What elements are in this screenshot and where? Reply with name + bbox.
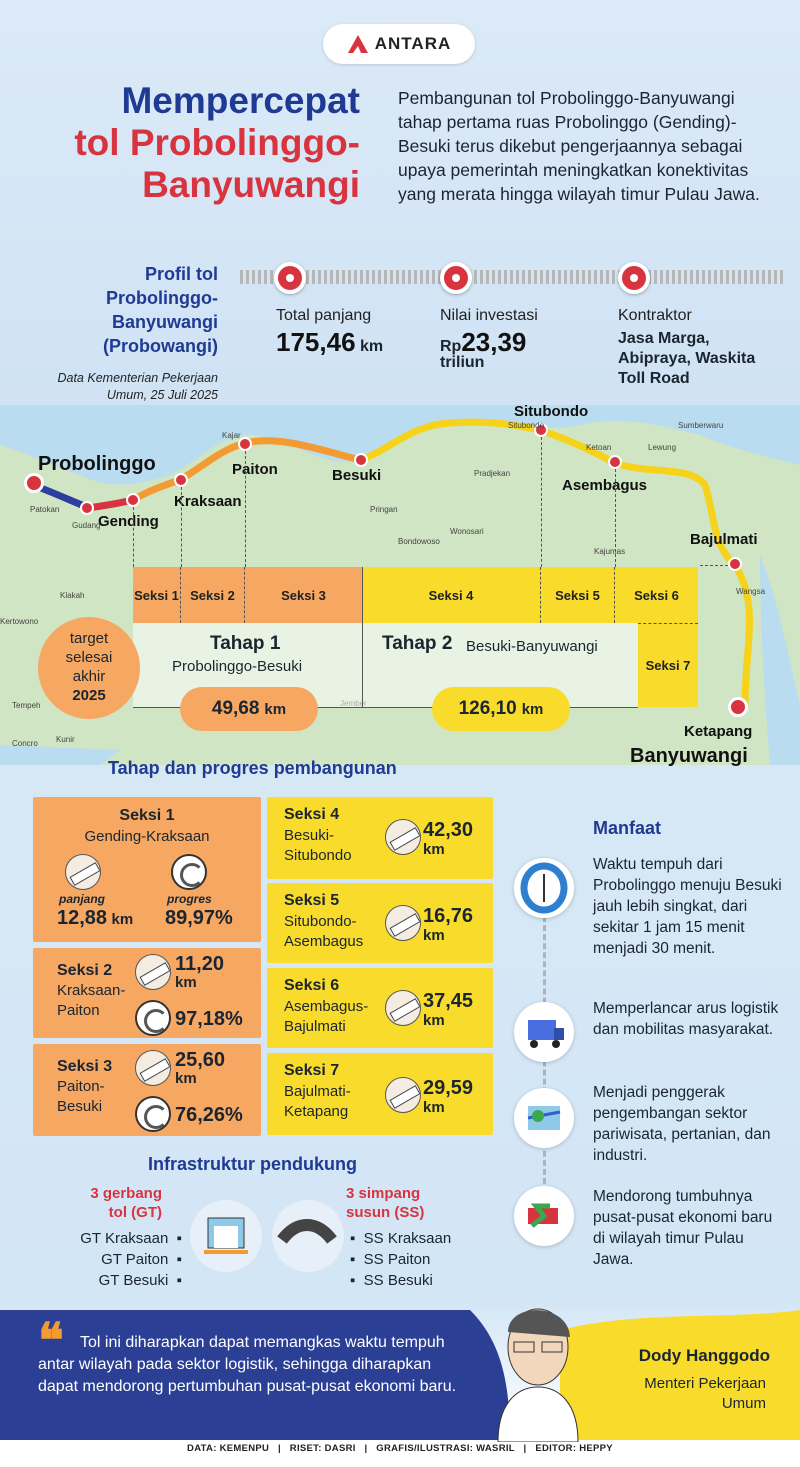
ss-item: SS Besuki xyxy=(363,1272,433,1289)
antara-logo xyxy=(323,24,475,64)
place-label: Gudang xyxy=(72,521,101,530)
ruler-icon xyxy=(385,819,421,855)
place-label: Ketoan xyxy=(586,443,612,452)
stat-pin-icon xyxy=(618,262,650,294)
place-label: Kajar xyxy=(222,431,241,440)
seksi-progress: 89,97% xyxy=(165,907,233,929)
stat-label: Total panjang xyxy=(276,307,372,324)
place-label: Sumberwaru xyxy=(678,421,724,430)
gt-list: GT Kraksaan ▪ GT Paiton ▪ GT Besuki ▪ xyxy=(80,1230,182,1289)
town-paiton: Paiton xyxy=(232,461,278,478)
map-seksi-4: Seksi 4 xyxy=(362,567,541,623)
tahap1-unit: km xyxy=(264,700,287,718)
tahap2-title: Tahap 2 xyxy=(382,633,453,654)
seksi-name: Seksi 5 xyxy=(284,892,340,909)
manfaat-item-4: Mendorong tumbuhnya pusat-pusat ekonomi baru di wilayah timur Pulau Jawa. xyxy=(593,1188,773,1268)
place-label: Pradjekan xyxy=(474,469,511,478)
town-bajulmati: Bajulmati xyxy=(690,531,758,548)
tahap2-length: 126,10 xyxy=(458,698,517,719)
seksi-desc: Situbondo- xyxy=(284,913,357,930)
stat-kontraktor xyxy=(618,307,778,389)
town-probolinggo: Probolinggo xyxy=(38,453,156,475)
card-seksi-7 xyxy=(267,1053,493,1135)
leader-line xyxy=(245,451,246,567)
seksi-desc: Bajulmati- xyxy=(284,1083,351,1100)
seksi-desc: Asembagus- xyxy=(284,998,369,1015)
growth-icon xyxy=(514,1186,574,1246)
seksi-unit: km xyxy=(423,1099,445,1116)
route-map xyxy=(0,405,800,765)
seksi-desc: Asembagus xyxy=(284,933,364,950)
progress-heading: Tahap dan progres pembangunan xyxy=(108,758,397,778)
kraksaan-pin-icon xyxy=(126,493,140,507)
seksi-unit: km xyxy=(111,911,134,928)
place-label: Klakah xyxy=(60,591,85,600)
seksi-desc: Bajulmati xyxy=(284,1018,346,1035)
place-label: Wangsa xyxy=(736,587,766,596)
stat-label: Kontraktor xyxy=(618,307,692,324)
stat-value: 23,39 xyxy=(461,327,527,357)
place-label: Kertowono xyxy=(0,617,39,626)
progres-label: progres xyxy=(167,892,212,906)
gauge-icon xyxy=(135,1000,171,1036)
stat-nilai-investasi xyxy=(440,307,538,372)
stats-rail xyxy=(240,270,785,284)
gt-item: GT Kraksaan xyxy=(80,1230,169,1247)
place-label: Situbondo xyxy=(508,421,545,430)
seksi-length: 29,59 xyxy=(423,1077,474,1099)
ss-title-line: 3 simpang xyxy=(346,1185,421,1202)
seksi-length: 11,20 xyxy=(175,953,224,975)
seksi-length: 42,30 xyxy=(423,819,474,841)
toll-gate-icon xyxy=(190,1200,262,1272)
seksi-length: 12,88 xyxy=(57,907,108,929)
tahap1-length: 49,68 xyxy=(211,698,260,719)
tahap2-unit: km xyxy=(521,700,544,718)
town-gending: Gending xyxy=(98,513,159,530)
leader-line xyxy=(700,565,728,566)
map-seksi-2: Seksi 2 xyxy=(181,567,245,623)
leader-line xyxy=(133,507,134,567)
place-label: Kunir xyxy=(56,735,75,744)
seksi-name: Seksi 3 xyxy=(57,1058,113,1075)
gt-item: GT Besuki xyxy=(98,1272,169,1289)
gt-title-line: tol (GT) xyxy=(108,1204,162,1221)
card-seksi-3 xyxy=(33,1044,261,1136)
quote-name: Dody Hanggodo xyxy=(638,1346,770,1365)
tahap2-route: Besuki-Banyuwangi xyxy=(466,638,598,655)
target-badge xyxy=(38,617,140,719)
town-situbondo: Situbondo xyxy=(514,403,589,420)
seksi-name: Seksi 2 xyxy=(57,962,113,979)
quote-text: Tol ini diharapkan dapat memangkas waktu tempuh antar wilayah pada sektor logistik, sehingga diharapkan dapat mendorong pertumbuhan pusat-pusat ekonomi baru. xyxy=(38,1334,457,1395)
page-title xyxy=(30,80,360,206)
seksi-length: 37,45 xyxy=(423,990,474,1012)
stat-pin-icon xyxy=(274,262,306,294)
logo-text: ANTARA xyxy=(374,34,452,53)
place-label: Kajumas xyxy=(594,547,626,556)
map-seksi-1: Seksi 1 xyxy=(133,567,181,623)
stat-pin-icon xyxy=(440,262,472,294)
seksi-desc: Besuki- xyxy=(284,827,335,844)
town-ketapang: Ketapang xyxy=(684,723,753,740)
profil-source: Data Kementerian Pekerjaan Umum, 25 Juli 2025 xyxy=(57,371,218,402)
gt-title xyxy=(40,1184,162,1222)
bajulmati-pin-icon xyxy=(728,557,742,571)
antara-logo-icon xyxy=(347,34,369,54)
manfaat-item-2: Memperlancar arus logistik dan mobilitas masyarakat. xyxy=(593,1000,779,1038)
ruler-icon xyxy=(135,1050,171,1086)
target-line: target xyxy=(69,630,109,647)
seksi-desc: Gending-Kraksaan xyxy=(84,828,210,845)
quote-role-line: Umum xyxy=(721,1395,766,1412)
ketapang-pin-icon xyxy=(728,697,748,717)
stat-label: Nilai investasi xyxy=(440,307,538,324)
gt-title-line: 3 gerbang xyxy=(90,1185,162,1202)
place-label: Tempeh xyxy=(12,701,41,710)
quote-role-line: Menteri Pekerjaan xyxy=(644,1375,766,1392)
stat-unit: triliun xyxy=(440,354,485,371)
stat-prefix: Rp xyxy=(440,338,462,355)
card-seksi-1 xyxy=(33,797,261,942)
card-seksi-4 xyxy=(267,797,493,879)
panjang-label: panjang xyxy=(59,892,106,906)
manfaat-heading: Manfaat xyxy=(593,818,662,838)
seksi-unit: km xyxy=(423,841,445,858)
tahap2-length-pill xyxy=(432,687,570,731)
card-seksi-5 xyxy=(267,883,493,963)
target-year: 2025 xyxy=(72,687,106,704)
seksi-unit: km xyxy=(423,927,445,944)
seksi-length: 16,76 xyxy=(423,905,474,927)
place-label: Concro xyxy=(12,739,38,748)
tahap-divider xyxy=(362,567,363,707)
probolinggo-pin-icon xyxy=(24,473,44,493)
seksi-unit: km xyxy=(423,1012,445,1029)
stat-unit: km xyxy=(359,338,384,355)
seksi-name: Seksi 7 xyxy=(284,1062,340,1079)
besuki-pin-icon xyxy=(354,453,368,467)
seksi-unit: km xyxy=(175,974,197,991)
map-seksi-7: Seksi 7 xyxy=(638,623,698,707)
quote-mark-icon: ❝ xyxy=(38,1315,64,1368)
quote-role xyxy=(600,1374,766,1414)
target-line: selesai xyxy=(65,649,113,666)
stat-value: Jasa Marga, Abipraya, Waskita Toll Road xyxy=(618,330,756,387)
gt-item: GT Paiton xyxy=(101,1251,169,1268)
tahap1-length-pill xyxy=(180,687,318,731)
gending-pin-icon xyxy=(80,501,94,515)
place-label: Lewung xyxy=(648,443,677,452)
seksi-unit: km xyxy=(175,1070,197,1087)
town-kraksaan: Kraksaan xyxy=(174,493,242,510)
ss-title xyxy=(346,1184,424,1222)
town-besuki: Besuki xyxy=(332,467,382,484)
place-label: Wonosari xyxy=(450,527,484,536)
leader-line xyxy=(181,487,182,567)
card-seksi-2 xyxy=(33,948,261,1038)
seksi-desc: Besuki xyxy=(57,1098,103,1115)
gauge-icon xyxy=(135,1096,171,1132)
map-location-icon xyxy=(514,1088,574,1148)
seksi-name: Seksi 1 xyxy=(119,807,175,824)
ruler-icon xyxy=(385,905,421,941)
gauge-icon xyxy=(171,854,207,890)
seksi-name: Seksi 6 xyxy=(284,977,340,994)
ruler-icon xyxy=(135,954,171,990)
quote-section xyxy=(0,1310,800,1440)
asembagus-pin-icon xyxy=(608,455,622,469)
place-label: Patokan xyxy=(30,505,60,514)
ss-title-line: susun (SS) xyxy=(346,1204,425,1221)
map-seksi-3: Seksi 3 xyxy=(245,567,362,623)
profil-title: Profil tol Probolinggo-Banyuwangi (Probowangi) xyxy=(103,264,218,356)
map-seksi-6: Seksi 6 xyxy=(615,567,698,623)
ruler-icon xyxy=(65,854,101,890)
credits-footer: DATA: KEMENPU | RISET: DASRI | GRAFIS/ILUSTRASI: WASRIL | EDITOR: HEPPY xyxy=(187,1443,613,1454)
portrait-avatar xyxy=(478,1292,598,1442)
seksi-desc: Situbondo xyxy=(284,847,352,864)
map-seksi-5: Seksi 5 xyxy=(541,567,615,623)
ss-item: SS Paiton xyxy=(363,1251,431,1268)
ruler-icon xyxy=(385,990,421,1026)
stat-value: 175,46 xyxy=(276,327,356,357)
clock-icon xyxy=(514,858,574,918)
seksi-length: 25,60 xyxy=(175,1049,226,1071)
infra-heading: Infrastruktur pendukung xyxy=(148,1154,358,1174)
town-banyuwangi: Banyuwangi xyxy=(630,745,748,767)
ss-item: SS Kraksaan xyxy=(363,1230,452,1247)
truck-icon xyxy=(514,1002,574,1062)
title-line-1: Mempercepat xyxy=(121,80,360,121)
card-seksi-6 xyxy=(267,968,493,1048)
town-asembagus: Asembagus xyxy=(562,477,648,494)
place-label: Pringan xyxy=(370,505,398,514)
seksi-desc: Kraksaan- xyxy=(57,982,126,999)
ss-list: ▪ SS Kraksaan ▪ SS Paiton ▪ SS Besuki xyxy=(350,1230,452,1289)
seksi-desc: Ketapang xyxy=(284,1103,349,1120)
ruler-icon xyxy=(385,1077,421,1113)
leader-line xyxy=(541,437,542,567)
target-line: akhir xyxy=(72,668,106,685)
seksi-progress: 76,26% xyxy=(175,1104,243,1126)
title-line-2: tol Probolinggo- xyxy=(74,122,360,163)
intro-text: Pembangunan tol Probolinggo-Banyuwangi tahap pertama ruas Probolinggo (Gending)-Besuki terus dikebut pengerjaannya sebagai upaya pemerintah meningkatkan konektivitas yang merata hingga wilayah timur Pulau Jawa. xyxy=(398,88,760,204)
leader-line xyxy=(615,469,616,567)
tahap1-title: Tahap 1 xyxy=(210,633,281,654)
seksi-desc: Paiton xyxy=(57,1002,100,1019)
seksi-progress: 97,18% xyxy=(175,1008,243,1030)
manfaat-item-1: Waktu tempuh dari Probolinggo menuju Besuki jauh lebih singkat, dari sekitar 1 jam 15 menit menjadi 30 menit. xyxy=(593,856,782,957)
tahap1-route: Probolinggo-Besuki xyxy=(172,658,303,675)
title-line-3: Banyuwangi xyxy=(142,164,360,205)
manfaat-item-3: Menjadi penggerak pengembangan sektor pariwisata, pertanian, dan industri. xyxy=(593,1084,771,1164)
stat-total-panjang xyxy=(276,307,383,358)
seksi-name: Seksi 4 xyxy=(284,806,340,823)
place-label: Bondowoso xyxy=(398,537,440,546)
interchange-icon xyxy=(272,1200,344,1272)
seksi-desc: Paiton- xyxy=(57,1078,105,1095)
paiton-pin-icon xyxy=(174,473,188,487)
